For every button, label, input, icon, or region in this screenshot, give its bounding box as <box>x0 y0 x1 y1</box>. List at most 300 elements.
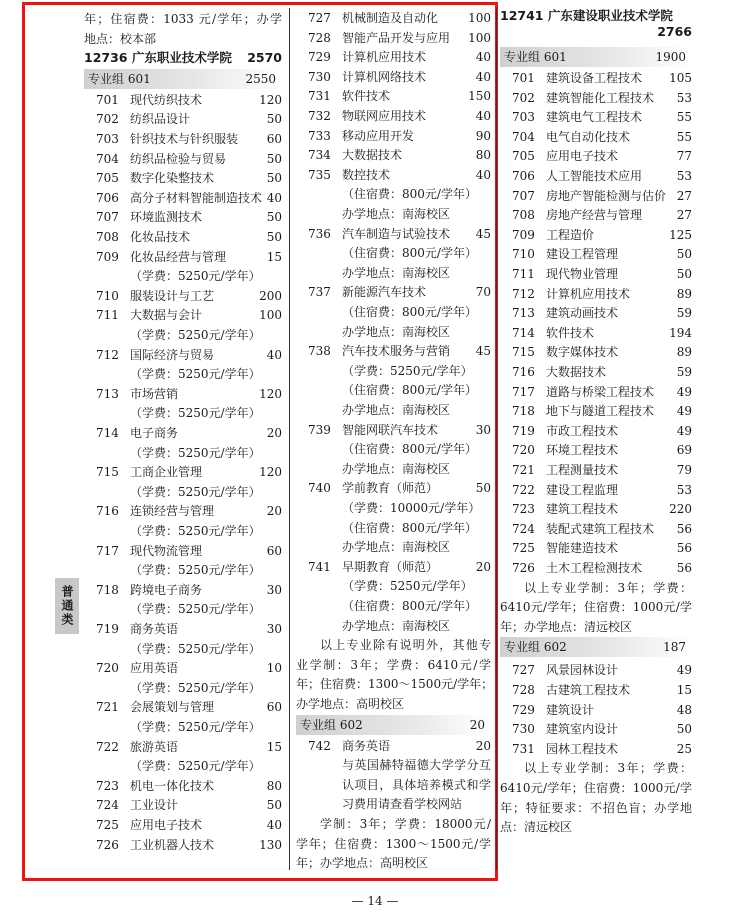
enrollment-count: 90 <box>475 128 491 143</box>
major-name: 环境工程技术 <box>546 443 619 458</box>
major-row <box>84 836 282 854</box>
major-code: 722 <box>96 739 119 754</box>
group-name: 专业组 602 <box>300 717 363 732</box>
major-code: 707 <box>96 210 119 225</box>
paragraph-line: 学年；住宿费：1300～1500元/学 <box>296 836 491 851</box>
paragraph-line: 习费用请查看学校网站 <box>342 797 463 812</box>
enrollment-count: 100 <box>259 308 282 323</box>
major-note <box>84 483 282 501</box>
major-code: 703 <box>512 110 535 125</box>
enrollment-count: 220 <box>669 502 692 517</box>
major-row <box>296 421 491 439</box>
major-code: 741 <box>308 559 331 574</box>
page-number: — 14 — <box>351 894 399 908</box>
paragraph-line: 以上专业学制：3年；学费： <box>524 761 692 776</box>
enrollment-count: 40 <box>266 818 282 832</box>
enrollment-count: 50 <box>266 112 282 127</box>
major-code: 711 <box>96 308 119 323</box>
paragraph-line: 以上专业除有说明外，其他专 <box>320 638 491 653</box>
major-code: 728 <box>308 30 331 45</box>
enrollment-count: 20 <box>266 426 282 440</box>
major-row <box>500 461 692 479</box>
major-row <box>296 146 491 164</box>
enrollment-count: 50 <box>266 230 282 244</box>
major-name: 计算机应用技术 <box>342 50 427 65</box>
major-row <box>84 581 282 599</box>
major-row <box>500 128 692 146</box>
major-name: 建设工程监理 <box>546 482 619 497</box>
major-name: 国际经济与贸易 <box>130 347 215 362</box>
major-row <box>500 265 692 283</box>
major-note <box>296 577 491 595</box>
enrollment-count: 69 <box>676 443 692 458</box>
enrollment-count: 20 <box>475 559 491 574</box>
major-note <box>296 460 491 478</box>
major-code: 731 <box>512 741 535 756</box>
major-row <box>84 463 282 481</box>
major-name: 服装设计与工艺 <box>130 288 215 303</box>
major-row <box>84 542 282 560</box>
enrollment-count: 49 <box>676 663 692 678</box>
major-note <box>84 561 282 579</box>
enrollment-count: 20 <box>266 504 282 519</box>
major-code: 723 <box>96 778 119 793</box>
enrollment-count: 100 <box>468 30 491 45</box>
major-code: 712 <box>96 347 119 362</box>
note-text: 办学地点：南海校区 <box>342 540 451 555</box>
paragraph-line: 地点：校本部 <box>84 31 157 46</box>
major-name: 数字化染整技术 <box>130 171 215 186</box>
note-text: （学费：5250元/学年） <box>342 579 473 594</box>
major-name: 连锁经营与管理 <box>130 504 215 519</box>
major-row <box>500 402 692 420</box>
major-row <box>84 816 282 834</box>
major-code: 737 <box>308 285 331 300</box>
enrollment-count: 200 <box>259 288 282 303</box>
enrollment-count: 50 <box>266 171 282 186</box>
major-code: 722 <box>512 482 535 497</box>
major-name: 建筑室内设计 <box>546 722 619 737</box>
enrollment-count: 50 <box>676 247 692 262</box>
major-code: 734 <box>308 148 331 163</box>
major-name: 工业设计 <box>130 798 179 813</box>
major-name: 环境监测技术 <box>130 210 203 225</box>
major-row <box>500 441 692 459</box>
note-text: （学费：10000元/学年） <box>342 501 481 515</box>
major-row <box>500 720 692 738</box>
paragraph-line: 年；办学地点：清远校区 <box>500 619 633 634</box>
major-name: 智能产品开发与应用 <box>342 30 451 45</box>
major-row <box>296 68 491 86</box>
note-text: （学费：5250元/学年） <box>130 406 261 421</box>
major-note <box>296 597 491 615</box>
paragraph-line: 与英国赫特福德大学学分互 <box>342 758 491 773</box>
major-code: 714 <box>96 426 119 440</box>
major-row <box>500 206 692 224</box>
enrollment-count: 120 <box>259 465 282 480</box>
note-text: 办学地点：南海校区 <box>342 265 451 280</box>
major-code: 717 <box>512 384 535 399</box>
enrollment-count: 48 <box>676 702 692 717</box>
enrollment-count: 49 <box>676 423 692 438</box>
major-row <box>84 659 282 677</box>
enrollment-count: 60 <box>266 132 282 146</box>
note-text: 办学地点：南海校区 <box>342 324 451 339</box>
enrollment-count: 40 <box>475 167 491 182</box>
major-code: 705 <box>96 171 119 186</box>
enrollment-count: 30 <box>266 582 282 597</box>
category-tab: 普通类 <box>55 578 79 634</box>
note-text: （住宿费：800元/学年） <box>342 305 477 319</box>
major-code: 727 <box>512 663 535 678</box>
enrollment-count: 50 <box>266 798 282 813</box>
major-row <box>296 107 491 125</box>
paragraph-line: 年；特征要求：不招色盲；办学地 <box>500 800 692 815</box>
enrollment-count: 53 <box>676 90 692 105</box>
major-name: 会展策划与管理 <box>130 700 215 715</box>
enrollment-count: 10 <box>266 661 282 676</box>
major-code: 720 <box>512 443 535 458</box>
enrollment-count: 49 <box>676 404 692 419</box>
paragraph-line: 办学地点：高明校区 <box>296 697 405 711</box>
school-total: 2570 <box>247 50 282 66</box>
group-total: 1900 <box>655 50 686 64</box>
major-row <box>500 147 692 165</box>
major-name: 园林工程技术 <box>546 741 619 756</box>
major-code: 731 <box>308 89 331 104</box>
major-name: 移动应用开发 <box>342 128 415 143</box>
major-name: 建设工程管理 <box>546 247 619 262</box>
major-code: 710 <box>512 247 535 262</box>
major-code: 725 <box>512 541 535 556</box>
major-row <box>296 29 491 47</box>
major-name: 计算机网络技术 <box>342 69 427 84</box>
major-name: 现代纺织技术 <box>130 92 203 107</box>
major-row <box>296 479 491 497</box>
major-code: 742 <box>308 738 331 753</box>
note-text: 办学地点：南海校区 <box>342 207 451 221</box>
major-row <box>296 558 491 576</box>
major-code: 730 <box>512 722 535 737</box>
major-row <box>500 285 692 303</box>
enrollment-count: 59 <box>676 365 692 379</box>
major-row <box>500 740 692 758</box>
major-row <box>84 346 282 364</box>
major-note <box>296 185 491 203</box>
major-note <box>296 323 491 341</box>
major-name: 电子商务 <box>130 426 179 440</box>
major-name: 应用电子技术 <box>130 818 203 832</box>
major-row <box>84 208 282 226</box>
major-name: 建筑电气工程技术 <box>546 110 643 125</box>
enrollment-count: 40 <box>266 190 282 205</box>
major-name: 机电一体化技术 <box>130 778 215 793</box>
major-name: 现代物业管理 <box>546 267 619 281</box>
major-row <box>296 166 491 184</box>
major-group-header <box>500 47 692 67</box>
note-text: （学费：5250元/学年） <box>130 445 261 460</box>
school-name: 12736 广东职业技术学院 <box>84 50 232 66</box>
major-note <box>84 757 282 775</box>
paragraph-line: 点：清远校区 <box>500 820 573 835</box>
major-name: 旅游英语 <box>130 739 179 754</box>
enrollment-count: 79 <box>676 463 692 477</box>
major-name: 汽车技术服务与营销 <box>342 344 451 359</box>
enrollment-count: 53 <box>676 169 692 183</box>
major-row <box>500 304 692 322</box>
major-name: 化妆品经营与管理 <box>130 249 227 264</box>
major-note <box>296 362 491 380</box>
note-text: （住宿费：800元/学年） <box>342 187 477 202</box>
major-code: 718 <box>96 582 119 597</box>
major-row <box>500 661 692 679</box>
enrollment-count: 55 <box>676 110 692 125</box>
major-code: 704 <box>96 151 119 166</box>
major-name: 应用电子技术 <box>546 149 619 164</box>
major-row <box>500 187 692 205</box>
note-text: 办学地点：南海校区 <box>342 618 451 633</box>
paragraph-line: 年；住宿费：1033 元/学年；办学 <box>84 12 282 26</box>
major-note <box>84 267 282 285</box>
major-name: 大数据与会计 <box>130 308 203 323</box>
major-code: 717 <box>96 543 119 558</box>
major-name: 纺织品设计 <box>130 112 191 127</box>
paragraph-line: 认项目，具体培养模式和学 <box>342 777 491 792</box>
group-name: 专业组 601 <box>504 50 567 64</box>
enrollment-count: 100 <box>468 11 491 25</box>
major-row <box>500 343 692 361</box>
major-note <box>84 679 282 697</box>
major-name: 商务英语 <box>130 622 179 636</box>
major-note <box>84 326 282 344</box>
major-code: 735 <box>308 167 331 182</box>
enrollment-count: 49 <box>676 384 692 399</box>
enrollment-count: 27 <box>676 188 692 203</box>
major-name: 大数据技术 <box>546 365 607 379</box>
school-header <box>500 23 692 41</box>
major-code: 718 <box>512 404 535 419</box>
major-row <box>500 363 692 381</box>
enrollment-count: 56 <box>676 541 692 556</box>
enrollment-count: 77 <box>676 149 692 164</box>
major-group-header <box>500 637 692 657</box>
major-code: 716 <box>512 365 535 379</box>
note-text: （学费：5250元/学年） <box>130 680 261 695</box>
paragraph-line: 年；住宿费：1300～1500元/学年； <box>296 677 494 692</box>
note-text: （学费：5250元/学年） <box>342 363 473 378</box>
group-total: 2550 <box>245 71 276 86</box>
major-row <box>500 226 692 244</box>
major-name: 软件技术 <box>546 325 595 340</box>
major-name: 现代物流管理 <box>130 543 203 558</box>
major-note <box>84 640 282 658</box>
major-row <box>84 777 282 795</box>
major-row <box>84 306 282 324</box>
major-code: 721 <box>96 700 119 715</box>
major-code: 707 <box>512 188 535 203</box>
paragraph-line: 6410元/学年；住宿费：1000元/学 <box>500 781 692 795</box>
major-row <box>84 91 282 109</box>
major-code: 729 <box>308 50 331 65</box>
major-note <box>84 718 282 736</box>
major-note <box>296 244 491 262</box>
paragraph-line: 以上专业学制：3年；学费： <box>524 580 692 595</box>
paragraph-line: 业学制：3年；学费：6410元/学 <box>296 657 491 672</box>
major-name: 机械制造及自动化 <box>342 11 439 25</box>
enrollment-count: 50 <box>475 481 491 496</box>
enrollment-count: 50 <box>266 151 282 166</box>
major-note <box>296 381 491 399</box>
major-row <box>84 169 282 187</box>
major-code: 725 <box>96 818 119 832</box>
enrollment-count: 20 <box>475 738 491 753</box>
major-row <box>296 9 491 27</box>
major-name: 工业机器人技术 <box>130 837 215 852</box>
group-name: 专业组 602 <box>504 640 567 655</box>
note-text: （住宿费：800元/学年） <box>342 442 477 457</box>
major-name: 建筑工程技术 <box>546 502 619 517</box>
major-note <box>84 600 282 618</box>
major-row <box>500 324 692 342</box>
major-name: 汽车制造与试验技术 <box>342 226 451 241</box>
major-note <box>296 538 491 556</box>
major-note <box>84 404 282 422</box>
major-note <box>84 444 282 462</box>
major-row <box>500 681 692 699</box>
major-note <box>296 303 491 321</box>
note-text: （学费：5250元/学年） <box>130 563 261 578</box>
major-row <box>500 500 692 518</box>
major-code: 728 <box>512 683 535 697</box>
enrollment-count: 56 <box>676 561 692 575</box>
major-note <box>296 401 491 419</box>
major-code: 715 <box>512 345 535 360</box>
major-row <box>296 283 491 301</box>
enrollment-count: 27 <box>676 208 692 223</box>
major-note <box>296 499 491 517</box>
major-code: 719 <box>96 622 119 636</box>
major-code: 740 <box>308 481 331 496</box>
major-row <box>84 738 282 756</box>
note-text: （学费：5250元/学年） <box>130 328 261 342</box>
major-row <box>500 422 692 440</box>
major-code: 726 <box>512 561 535 575</box>
major-row <box>296 342 491 360</box>
major-name: 跨境电子商务 <box>130 582 203 597</box>
enrollment-count: 15 <box>266 249 282 264</box>
major-row <box>84 287 282 305</box>
major-name: 工程测量技术 <box>546 463 619 477</box>
major-code: 730 <box>308 69 331 84</box>
major-code: 712 <box>512 286 535 301</box>
group-name: 专业组 601 <box>88 71 151 86</box>
enrollment-count: 50 <box>266 210 282 225</box>
major-code: 703 <box>96 132 119 146</box>
major-row <box>500 108 692 126</box>
major-name: 房地产智能检测与估价 <box>546 188 667 203</box>
major-name: 数字媒体技术 <box>546 345 619 360</box>
major-code: 724 <box>96 798 119 813</box>
major-row <box>296 48 491 66</box>
note-text: 办学地点：南海校区 <box>342 461 451 476</box>
note-text: （学费：5250元/学年） <box>130 759 261 774</box>
major-name: 工程造价 <box>546 227 595 242</box>
major-code: 711 <box>512 267 535 281</box>
enrollment-count: 59 <box>676 306 692 321</box>
enrollment-count: 40 <box>475 109 491 123</box>
enrollment-count: 130 <box>259 837 282 852</box>
major-name: 针织技术与针织服装 <box>130 132 239 146</box>
enrollment-count: 30 <box>266 622 282 636</box>
enrollment-count: 80 <box>266 778 282 793</box>
major-row <box>84 150 282 168</box>
major-note <box>296 617 491 635</box>
major-name: 电气自动化技术 <box>546 129 631 144</box>
major-name: 建筑设计 <box>546 702 595 717</box>
major-code: 736 <box>308 226 331 241</box>
major-name: 古建筑工程技术 <box>546 683 631 697</box>
major-row <box>84 385 282 403</box>
major-row <box>84 110 282 128</box>
major-row <box>500 559 692 577</box>
major-name: 高分子材料智能制造技术 <box>130 190 263 205</box>
group-total: 20 <box>469 717 485 732</box>
major-name: 建筑设备工程技术 <box>546 71 643 85</box>
major-name: 建筑智能化工程技术 <box>546 90 655 105</box>
major-name: 大数据技术 <box>342 148 403 163</box>
note-text: （住宿费：800元/学年） <box>342 520 477 535</box>
major-name: 应用英语 <box>130 661 179 676</box>
school-name: 12741 广东建设职业技术学院 <box>500 8 673 23</box>
enrollment-count: 60 <box>266 543 282 558</box>
major-note <box>84 365 282 383</box>
enrollment-count: 150 <box>468 89 491 104</box>
major-code: 720 <box>96 661 119 676</box>
major-row <box>500 383 692 401</box>
major-name: 智能建造技术 <box>546 541 619 556</box>
major-code: 739 <box>308 422 331 437</box>
major-name: 计算机应用技术 <box>546 286 631 301</box>
major-row <box>84 796 282 814</box>
major-code: 726 <box>96 837 119 852</box>
enrollment-count: 25 <box>676 741 692 756</box>
major-name: 化妆品技术 <box>130 230 191 244</box>
major-name: 装配式建筑工程技术 <box>546 521 655 536</box>
major-row <box>500 69 692 87</box>
major-row <box>500 89 692 107</box>
enrollment-count: 105 <box>669 71 692 85</box>
note-text: （学费：5250元/学年） <box>130 269 261 284</box>
enrollment-count: 80 <box>475 148 491 163</box>
major-name: 房地产经营与管理 <box>546 208 643 223</box>
major-name: 早期教育（师范） <box>342 559 439 574</box>
major-code: 713 <box>96 386 119 401</box>
major-note <box>296 205 491 223</box>
major-code: 701 <box>96 92 119 107</box>
enrollment-count: 125 <box>669 227 692 242</box>
enrollment-count: 50 <box>676 722 692 737</box>
enrollment-count: 120 <box>259 386 282 401</box>
major-name: 工商企业管理 <box>130 465 203 480</box>
major-code: 709 <box>512 227 535 242</box>
major-code: 708 <box>96 230 119 244</box>
major-code: 702 <box>512 90 535 105</box>
paragraph-line: 年；办学地点：高明校区 <box>296 856 429 871</box>
major-name: 道路与桥梁工程技术 <box>546 384 655 399</box>
major-code: 714 <box>512 325 535 340</box>
enrollment-count: 45 <box>475 226 491 241</box>
major-code: 721 <box>512 463 535 477</box>
